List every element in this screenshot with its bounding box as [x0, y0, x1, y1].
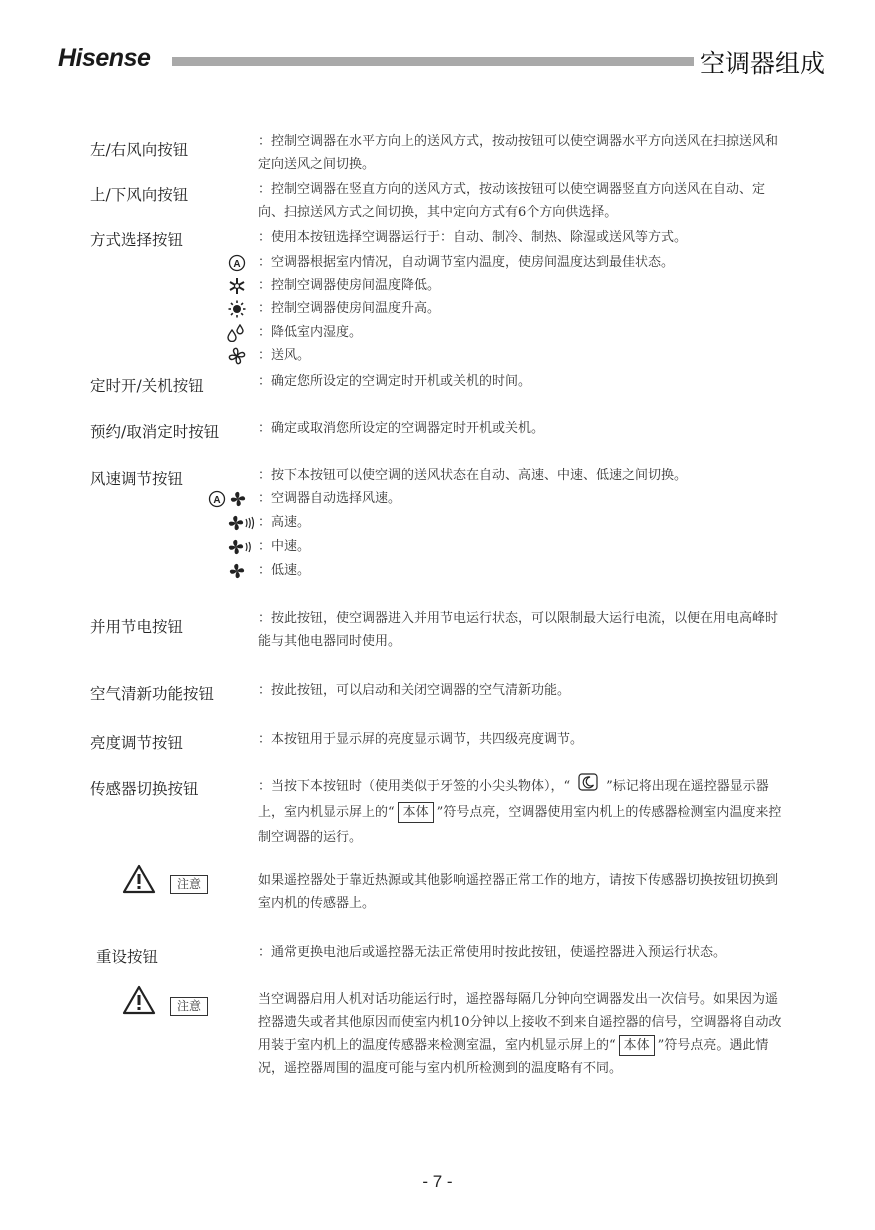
sensor-label: 传感器切换按钮	[90, 780, 199, 798]
clean-desc: ：按此按钮，可以启动和关闭空调器的空气清新功能。	[258, 683, 571, 698]
page-title: 空调器组成	[700, 49, 826, 78]
timer-desc: ：确定您所设定的空调定时开机或关机的时间。	[258, 374, 532, 389]
sensor-desc-part-c: ”符号点亮，空调器使用室内机上的传感器检测室内温度来控制空调器的运行。	[258, 805, 782, 845]
warning-triangle-icon	[122, 864, 156, 898]
indoor-unit-symbol: 本体	[619, 1035, 655, 1056]
fanspeed-mid-desc: ：中速。	[258, 539, 311, 554]
brightness-desc: ：本按钮用于显示屏的亮度显示调节，共四级亮度调节。	[258, 732, 584, 747]
fanspeed-low-desc: ：低速。	[258, 563, 311, 578]
mode-heat-desc: ：控制空调器使房间温度升高。	[258, 301, 441, 316]
auto-fan-speed-icon	[208, 490, 246, 508]
svg-text:A: A	[233, 259, 241, 270]
mode-fan-desc: ：送风。	[258, 348, 311, 363]
low-fan-speed-icon	[228, 562, 246, 580]
auto-mode-icon	[228, 254, 246, 272]
mode-auto-desc: ：空调器根据室内情况，自动调节室内温度，使房间温度达到最佳状态。	[258, 255, 675, 270]
mode-dry-desc: ：降低室内湿度。	[258, 325, 363, 340]
fanspeed-auto-desc: ：空调器自动选择风速。	[258, 491, 402, 506]
fan-mode-icon	[228, 347, 246, 365]
heat-mode-icon	[228, 300, 246, 318]
fanspeed-desc: ：按下本按钮可以使空调的送风状态在自动、高速、中速、低速之间切换。	[258, 468, 688, 483]
reserve-label: 预约/取消定时按钮	[90, 423, 220, 441]
header-bar	[172, 57, 694, 66]
brand-logo: Hisense	[58, 44, 151, 72]
reset-note-part-a: 当空调器启用人机对话功能运行时，遥控器每隔几分钟向空调器发出一次信号。如果因为遥控器遗失或者其他原因而使室内机10分钟以上接收不到来自遥控器的信号，空调器将自动改用装于室内机上的温度传感器来检测室温，室内机显示屏上的“	[258, 992, 782, 1053]
sensor-desc-part-a: ：当按下本按钮时（使用类似于牙签的小尖头物体），“	[258, 779, 571, 794]
fanspeed-label: 风速调节按钮	[90, 470, 184, 488]
mode-desc: ：使用本按钮选择空调器运行于：自动、制冷、制热、除湿或送风等方式。	[258, 230, 688, 245]
indoor-unit-symbol: 本体	[398, 802, 434, 823]
mode-cool-desc: ：控制空调器使房间温度降低。	[258, 278, 441, 293]
cool-mode-icon	[228, 277, 246, 295]
sensor-note: 如果遥控器处于靠近热源或其他影响遥控器正常工作的地方，请按下传感器切换按钮切换到室内机的传感器上。	[258, 873, 779, 911]
ud-swing-label: 上/下风向按钮	[90, 186, 189, 204]
warning-triangle-icon	[122, 985, 156, 1019]
reset-note-part-b: ”符号点亮。遇此情况，遥控器周围的温度可能与室内机所检测到的温度略有不同。	[258, 1038, 769, 1076]
energy-desc: ：按此按钮，使空调器进入并用节电运行状态，可以限制最大运行电流，以便在用电高峰时能与其他电器同时使用。	[258, 611, 779, 649]
lr-swing-desc: ：控制空调器在水平方向上的送风方式，按动按钮可以使空调器水平方向送风在扫掠送风和定向送风之间切换。	[258, 134, 779, 172]
clean-label: 空气清新功能按钮	[90, 685, 215, 703]
energy-label: 并用节电按钮	[90, 618, 184, 636]
reset-note	[258, 988, 788, 1080]
mode-label: 方式选择按钮	[90, 231, 184, 249]
lr-swing-label: 左/右风向按钮	[90, 141, 189, 159]
reserve-desc: ：确定或取消您所设定的空调器定时开机或关机。	[258, 421, 545, 436]
sensor-desc-part-b: ”标记将出现在遥控器显示器上，室内机显示屏上的“	[258, 779, 769, 820]
reset-label: 重设按钮	[96, 948, 159, 966]
sensor-desc	[258, 773, 783, 850]
ud-swing-desc: ：控制空调器在竖直方向的送风方式，按动该按钮可以使空调器竖直方向送风在自动、定向、扫掠送风方式之间切换，其中定向方式有6个方向供选择。	[258, 182, 766, 220]
svg-text:A: A	[213, 495, 221, 506]
reset-note-tag: 注意	[170, 997, 208, 1016]
high-fan-speed-icon	[228, 514, 256, 532]
dry-mode-icon	[226, 324, 246, 342]
reset-desc: ：通常更换电池后或遥控器无法正常使用时按此按钮，使遥控器进入预运行状态。	[258, 945, 727, 960]
page-number: - 7 -	[422, 1172, 453, 1191]
sensor-note-tag: 注意	[170, 875, 208, 894]
brightness-label: 亮度调节按钮	[90, 734, 184, 752]
sensor-moon-icon	[578, 773, 598, 800]
mid-fan-speed-icon	[228, 538, 252, 556]
timer-label: 定时开/关机按钮	[90, 377, 204, 395]
fanspeed-high-desc: ：高速。	[258, 515, 311, 530]
